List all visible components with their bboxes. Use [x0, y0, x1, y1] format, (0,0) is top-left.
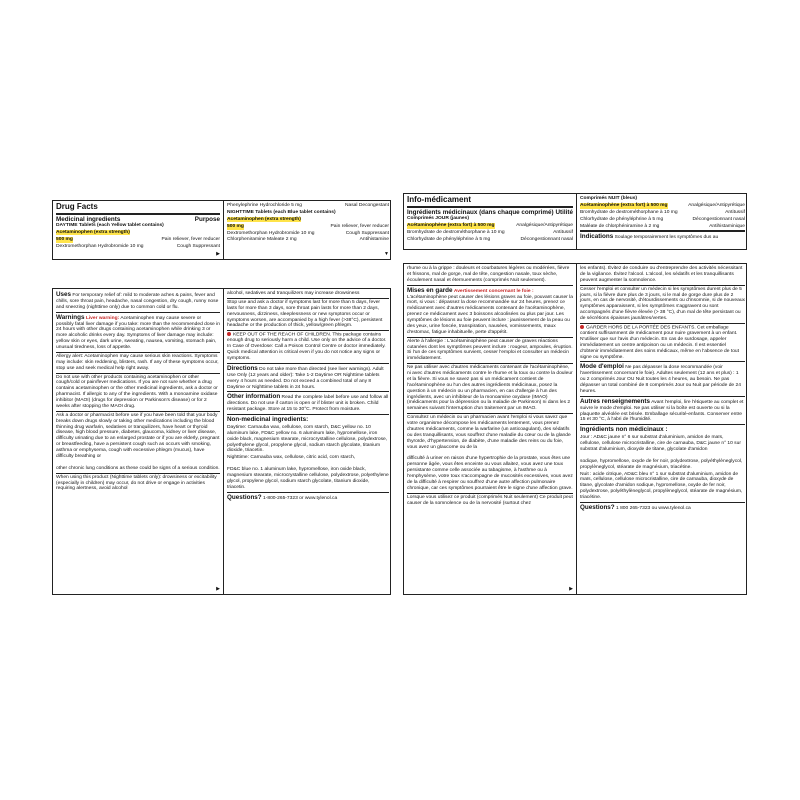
purpose-heading: Purpose	[194, 215, 220, 223]
acet-purpose: Pain reliever, fever reducer	[161, 236, 220, 242]
fr-phen2-label: Chlorhydrate de phényléphrine à 5 mg	[580, 216, 664, 222]
fr-night-label: Comprimés NUIT (bleus)	[580, 196, 638, 201]
liver-warning-text: Acetaminophen may cause severe or possibly fatal liver damage if you take: more than the recommended dose in 24 hours with other drugs containing acetaminophen while drinking 3 or more alcoholic drinks every day. Symptoms of liver damage may include: yellow skin or eyes, dark urine, sweating, nausea, vomiting, stomach pain, unusual tiredness, loss of appetite.	[56, 315, 220, 350]
fr-phen-label: Chlorhydrate de phényléphrine à 5 mg	[407, 236, 491, 242]
fr-header-col-2	[576, 194, 747, 249]
fr-mode-text: Ne pas dépasser la dose recommandée (voir l'avertissement concernant le foie). Adultes seulement (12 ans et plus) : 1 ou 2 comprimés Jour OU Nuit toutes les 4 heures, au besoin. Ne pas dépasser un total combiné de 8 comprimés Jour ou Nuit par période de 24 heures.	[580, 365, 741, 394]
fr-main-col-1	[404, 264, 576, 594]
fr-info-medicament-header-panel	[403, 193, 747, 250]
dex-label: Dextromethorphan Hydrobromide 10 mg	[56, 243, 144, 249]
fr-questions-phone: 1 800 265-7323 ou www.tylenol.ca	[616, 505, 691, 511]
fr-garder: GARDER HORS DE LA PORTÉE DES ENFANTS. Cet emballage contient suffisamment de médicament pour nuire gravement à un enfant. N'utiliser que sur l'avis d'un médecin. En cas de surdosage, appeler immédiatement un centre antipoison ou un médecin. Il est essentiel d'obtenir immédiatement des soins médicaux, même en l'absence de tout signe ou symptôme.	[580, 325, 739, 360]
drug-facts-title: Drug Facts	[56, 202, 98, 211]
warnings-heading: Warnings	[56, 313, 85, 321]
fr-acet-purpose: Analgésique/Antipyrétique	[516, 222, 573, 228]
nighttime-label: NIGHTTIME Tablets (each Blue tablet contains)	[227, 209, 336, 215]
nmi-daytime: Daytime: Carnauba wax, cellulose, corn starch, D&C yellow no. 10 aluminum lake, FD&C yellow no. 6 aluminum lake, hypromellose, iron oxide black, magnesium stearate, microcrystalline cellulose, polydextrose, polyethylene glycol, propylene glycol, sodium starch glycolate, titanium dioxide, triacetin.	[227, 424, 388, 454]
fr-questions-heading: Questions?	[580, 503, 615, 511]
fr-inm-jour-cont: sodique, hypromellose, oxyde de fer noir, polydextrose, polyéthylèneglycol, propylèneglycol, stéarate de magnésium, triacétine.	[580, 458, 743, 470]
fr-mises-en-garde-heading: Mises en garde	[407, 286, 453, 294]
fr-dex2-purpose: Antitussif	[725, 209, 745, 215]
fr-acet2-purpose: Analgésique/Antipyrétique	[688, 202, 745, 208]
fr-allergy-alert: Alerte à l'allergie : L'acétaminophène peut causer de graves réactions cutanées dont les symptômes peuvent inclure : rougeur, ampoules, éruption. Si l'un de ces symptômes survient, cesser l'emploi et consulter un médecin immédiatement.	[407, 338, 573, 362]
fr-acet2-label: Acétaminophène (extra fort) à 500 mg	[580, 202, 668, 208]
med-ingredients-heading: Medicinal ingredients	[56, 215, 121, 223]
fr-autres-heading: Autres renseignements	[580, 397, 650, 405]
stop-use: Stop use and ask a doctor if symptoms last for more than 5 days, fever lasts for more than 3 days, sore throat pain lasts for more than 2 days, nervousness, dizziness, sleeplessness or new symptoms occur or symptoms worsen, are accompanied by a high fever (>38°C), persistent headache or the production of thick, yellow/green phlegm.	[227, 298, 389, 329]
nmi-nighttime-cont: FD&C blue no. 1 aluminum lake, hypromellose, iron oxide black, magnesium stearate, microcrystalline cellulose, polydextrose, polyethylene glycol, propylene glycol, sodium starch glycolate, titanium dioxide, triacetin.	[227, 467, 389, 490]
keep-out-reach: KEEP OUT OF THE REACH OF CHILDREN. This package contains enough drug to seriously harm a child. Use only on the advice of a doctor. In Case of Overdose: Call a Poison Control Centre or doctor immediately. Quick medical attention is critical even if you do not notice any signs or symptoms.	[227, 332, 387, 362]
fr-mode-heading: Mode d'emploi	[580, 363, 624, 371]
fr-inm-jour: Jour : AD&C jaune n° 6 sur substrat d'aluminium, amidon de maïs, cellulose, cellulose microcristalline, cire de carnauba, D&C jaune n° 10 sur substrat d'aluminium, dioxyde de titane, glycolate d'amidon	[580, 435, 741, 452]
acet2-dose: 500 mg	[227, 223, 244, 229]
fr-lorsque-cont: les enfants). Évitez de conduire ou d'entreprendre des activités nécessitant de la vigilance. Évitez l'alcool. L'alcool, les sédatifs et les tranquillisants peuvent augmenter la somnolence.	[580, 266, 743, 283]
acet2-purpose: Pain reliever, fever reducer	[330, 223, 389, 229]
fr-ne-pas-utiliser: Ne pas utiliser avec d'autres médicaments contenant de l'acétaminophène, ni avec d'autres médicaments contre le rhume et la toux ou contre la douleur et la fièvre. Si vous ne savez pas si un médicament contient de l'acétaminophène ou l'un des autres ingrédients médicinaux, posez la question à un médecin ou un pharmacien, en cas d'allergie à l'un des ingrédients, avec un inhibiteur de la monoamine oxydase (IMAO) (médicaments pour la dépression ou la maladie de Parkinson) ni dans les 2 semaines suivant l'interruption d'un traitement par un IMAO.	[407, 365, 573, 412]
phen-label: Phenylephrine Hydrochloride 5 mg	[227, 203, 303, 208]
fr-liver-warning-label: Avertissement concernant le foie :	[453, 288, 534, 294]
directions-text: Do not take more than directed (see liver warnings). Adult Use Only (12 years and older): Take 1-2 Daytime OR Nighttime tablets every 4 hours as needed. Do not exceed a combined total of any 8 Daytime or Nighttime tablets in 24 hours.	[227, 366, 384, 390]
fr-inm-heading: Ingrédients non médicinaux :	[580, 426, 668, 434]
other-info-text: Read the complete label before use and follow all directions. Do not use if carton is open or if blister unit is broken. Child resistant package. Store at 15 to 30°C. Protect from moisture.	[227, 395, 389, 413]
ask-doctor: Ask a doctor or pharmacist before use if you have been told that your body breaks down drugs slowly or taking other medications including the blood thinning drug warfarin, sedatives or tranquilizers, have heart or thyroid disease, high blood pressure, diabetes, glaucoma, kidney or liver disease, difficulty urinating due to an enlarged prostate or if you are elderly, pregnant or breastfeeding, have a persistent cough such as occurs with smoking, asthma or emphysema, cough with excessive phlegm (mucus), have difficulty breathing or	[56, 412, 220, 459]
questions-heading: Questions?	[227, 493, 262, 501]
questions-phone: 1-800-265-7323 or www.tylenol.ca	[263, 495, 338, 501]
acet-dose: 500 mg	[56, 236, 73, 242]
alcohol-warning: alcohol, sedatives and tranquilizers may increase drowsiness	[227, 291, 360, 296]
fr-cesser: Cesser l'emploi et consulter un médecin si les symptômes durent plus de 5 jours, si la fièvre dure plus de 3 jours, si le mal de gorge dure plus de 2 jours, en cas de nervosité, d'étourdissements ou d'insomnie, si de nouveaux symptômes apparaissent, si les symptômes s'aggravent ou sont accompagnés d'une fièvre élevée (> 38 °C), d'un mal de tête persistant ou de sécrétions épaisses jaunâtres/vertes.	[580, 286, 745, 321]
fr-dex2-label: Bromhydrate de dextrométhorphane à 10 mg	[580, 209, 678, 215]
fr-next-arrow-icon: ▶	[569, 586, 573, 592]
dex2-purpose: Cough Suppressant	[345, 230, 389, 236]
allergy-alert: Allergy alert: Acetaminophen may cause serious skin reactions. Symptoms may include: skin reddening, blisters, rash. If any of these symptoms occur, stop use and seek medical help right away.	[56, 353, 219, 371]
fr-phen2-purpose: Décongestionnant nasal	[692, 216, 745, 222]
daytime-label: DAYTIME Tablets (each Yellow tablet contains)	[56, 223, 164, 229]
nmi-heading: Non-medicinal ingredients:	[227, 416, 309, 424]
fr-indications-heading: Indications	[580, 233, 614, 241]
fr-med-ingredients-heading: Ingrédients médicinaux (dans chaque comprimé)	[407, 208, 554, 216]
fr-liver-warning-text: L'acétaminophène peut causer des lésions graves au foie, pouvant causer la mort, si vous : dépassez la dose recommandée sur 24 heures, prenez ce médicament avec d'autres médicaments contenant de l'acétaminophène, prenez ce médicament avec 3 boissons alcoolisées ou plus par jour. Les symptômes de lésions au foie peuvent inclure : jaunissement de la peau ou des yeux, urine foncée, transpiration, nausées, vomissements, maux d'estomac, fatigue inhabituelle, perte d'appétit.	[407, 294, 573, 335]
med-ingredients-heading-row	[56, 213, 220, 223]
fr-autres-text: Avant l'emploi, lire l'étiquette au complet et suivre le mode d'emploi. Ne pas utiliser si la boîte est ouverte ou si la plaquette alvéolée est brisée. Emballage sécurité-enfants. Conserver entre 15 et 30 °C, à l'abri de l'humidité.	[580, 399, 744, 423]
en-main-col-2	[223, 289, 391, 594]
fr-keep-away-dot-icon	[580, 325, 584, 329]
uses-text: For temporary relief of: mild to moderate aches & pains, fever and chills, sore throat pain, headache, nasal congestion, dry cough, runny nose and sneezing (nighttime only) due to common cold or flu.	[56, 293, 219, 310]
when-using: When using this product (Nighttime tablets only): drowsiness or excitability (especially in children) may occur, do not drive or engage in activities requiring alertness, avoid alcohol	[56, 473, 220, 493]
acetaminophen-label: Acetaminophen (extra strength)	[56, 229, 130, 235]
uses-heading: Uses	[56, 291, 72, 298]
fr-day-label: Comprimés JOUR (jaunes)	[407, 216, 469, 222]
other-info-heading: Other information	[227, 393, 281, 401]
en-drug-facts-main-panel	[52, 288, 391, 595]
fr-lorsque: Lorsque vous utilisez ce produit (comprimés Nuit seulement) Ce produit peut causer de la somnolence ou de la nervosité (surtout chez	[407, 494, 573, 506]
chlor-purpose: Antihistamine	[359, 237, 389, 243]
fr-indications-cont: rhume ou à la grippe : douleurs et courbatures légères ou modérées, fièvre et frissons, mal de gorge, mal de tête, congestion nasale, toux sèche, écoulement nasal et éternuements (comprimés Nuit seulement).	[407, 266, 570, 283]
en-header-col-2	[223, 201, 391, 259]
fr-inm-nuit: Nuit : acide citrique, AD&C bleu n° 1 sur substrat d'aluminium, amidon de maïs, cellulose, cellulose microcristalline, cire de carnauba, dioxyde de titane, glycolate d'amidon sodique, hypromellose, oxyde de fer noir, polydextrose, polyéthylèneglycol, propylèneglycol, stéarate de magnésium, triacétine.	[580, 471, 743, 501]
fr-dex-label: Bromhydrate de dextrométhorphane à 10 mg	[407, 229, 505, 235]
next-arrow-icon: ▶	[216, 251, 220, 257]
en-header-col-1	[53, 201, 223, 259]
next-arrow-icon-2: ▶	[216, 586, 220, 592]
down-arrow-icon: ▼	[384, 251, 389, 257]
liver-warning-label: Liver warning:	[85, 315, 120, 321]
fr-consultez-cont: difficulté à uriner en raison d'une hypertrophie de la prostate, vous êtes une personne âgée, vous êtes enceinte ou vous allaitez, vous avez une toux persistante comme celle associée au tabagisme, à l'asthme ou à l'emphysème, votre toux s'accompagne de mucosités excessives, vous avez de la difficulté à respirer ou souffrez d'une autre affection pulmonaire chronique, car ces symptômes pourraient être le signe d'une affection grave.	[407, 456, 573, 491]
keep-away-dot-icon	[227, 332, 231, 336]
fr-main-col-2	[576, 264, 747, 594]
fr-consultez: Consultez un médecin ou un pharmacien avant l'emploi si vous savez que votre organisme décompose les médicaments lentement, vous prenez d'autres médicaments, comme la warfarine (un anticoagulant), des sédatifs ou des tranquillisants, vous souffrez d'une maladie du cœur ou de la glande thyroïde, d'hypertension, de diabète, d'une maladie des reins ou du foie, vous avez un glaucome ou de la	[407, 413, 573, 450]
other-conditions: other chronic lung conditions as these could be signs of a serious condition.	[56, 465, 220, 471]
en-main-col-1	[53, 289, 223, 594]
fr-purpose-heading: Utilité	[555, 208, 573, 216]
fr-dex-purpose: Antitussif	[553, 229, 573, 235]
fr-acet-label: Acétaminophène (extra fort) à 500 mg	[407, 222, 495, 228]
do-not-use: Do not use with other products containing acetaminophen or other cough/cold or pain/fever medications. If you are not sure whether a drug contains acetaminophen or the other medicinal ingredients, ask a doctor or pharmacist. If allergic to any of the ingredients. With a monoamine oxidase inhibitor (MAOI) (drugs for depression or Parkinson's disease) or for 2 weeks after stopping the MAOI drug.	[56, 373, 220, 410]
directions-heading: Directions	[227, 364, 258, 372]
fr-phen-purpose: Décongestionnant nasal	[520, 236, 573, 242]
info-medicament-title: Info-médicament	[407, 195, 472, 204]
acetaminophen-label-2: Acetaminophen (extra strength)	[227, 216, 301, 222]
fr-info-medicament-main-panel	[403, 263, 747, 595]
fr-chlor-purpose: Antihistaminique	[709, 223, 745, 229]
phen-purpose: Nasal Decongestant	[344, 203, 389, 208]
chlor-label: Chlorpheniramine Maleate 2 mg	[227, 237, 297, 243]
fr-indications-text: Soulage temporairement les symptômes dus au	[614, 235, 719, 241]
nmi-nighttime: Nighttime: Carnauba wax, cellulose, citric acid, corn starch,	[227, 455, 356, 461]
fr-chlor-label: Maléate de chlorphéniramine à 2 mg	[580, 223, 660, 229]
fr-header-col-1	[404, 194, 576, 249]
en-drug-facts-header-panel	[52, 200, 391, 260]
dex-purpose: Cough Suppressant	[176, 243, 220, 249]
dex2-label: Dextromethorphan Hydrobromide 10 mg	[227, 230, 315, 236]
